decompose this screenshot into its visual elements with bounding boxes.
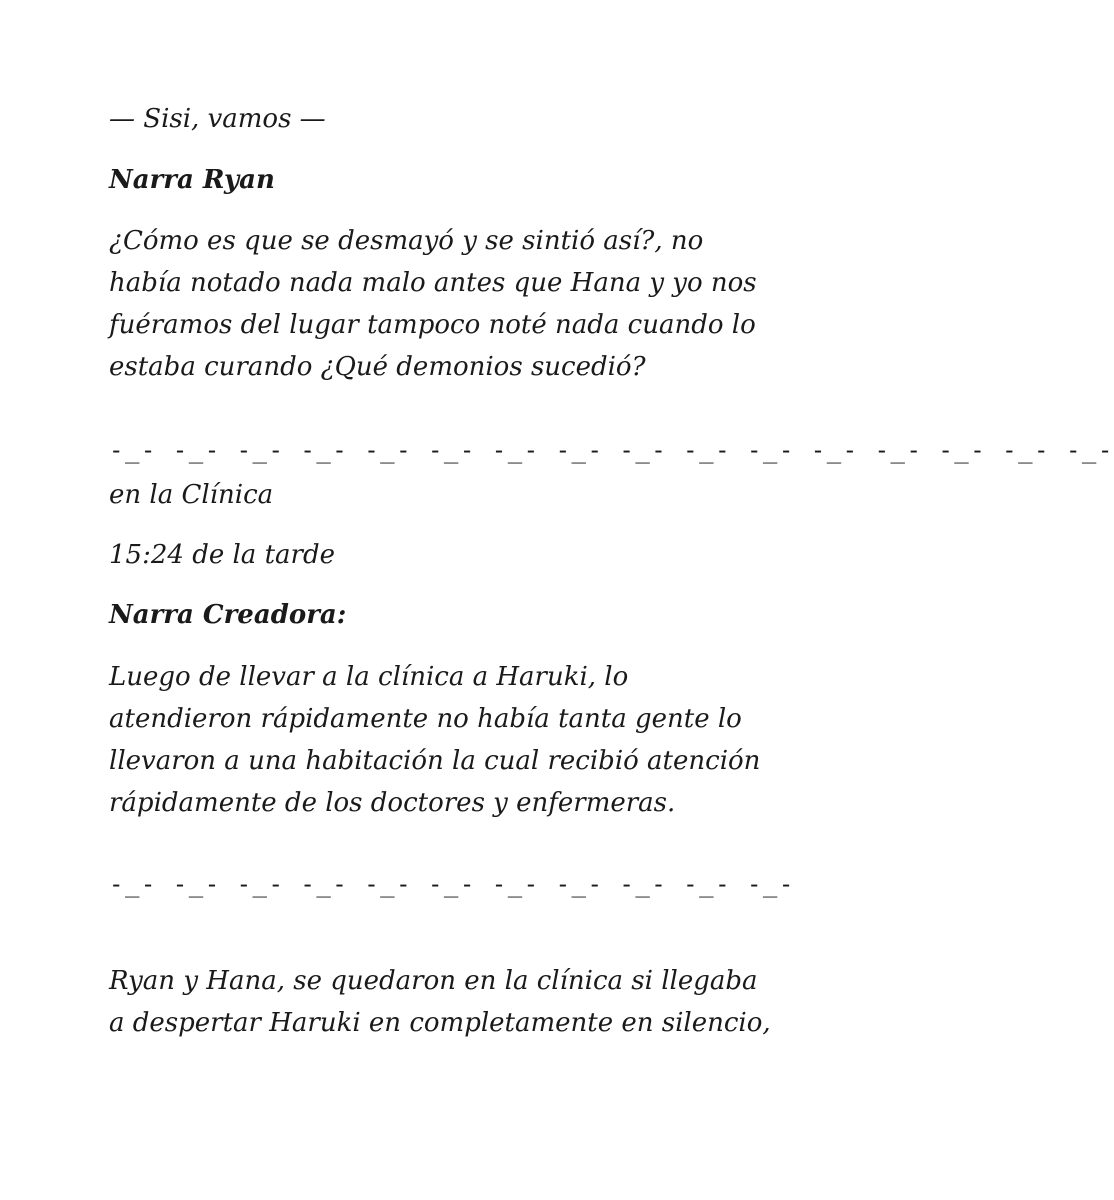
paragraph-line: ¿Cómo es que se desmayó y se sintió así?, no <box>109 226 704 256</box>
paragraph-line: había notado nada malo antes que Hana y yo nos <box>109 268 757 298</box>
paragraph-line: Luego de llevar a la clínica a Haruki, lo <box>109 662 629 692</box>
paragraph-line: atendieron rápidamente no había tanta gente lo <box>109 704 742 734</box>
paragraph-line: estaba curando ¿Qué demonios sucedió? <box>109 352 646 382</box>
time-label: 15:24 de la tarde <box>109 540 335 570</box>
paragraph-line: Ryan y Hana, se quedaron en la clínica si llegaba <box>109 966 758 996</box>
section-separator: -_- -_- -_- -_- -_- -_- -_- -_- -_- -_- -_- -_- -_- -_- -_- -_- <box>109 436 1114 464</box>
location-label: en la Clínica <box>109 480 274 510</box>
narrator-heading-creadora: Narra Creadora: <box>109 600 347 630</box>
paragraph-line: rápidamente de los doctores y enfermeras. <box>109 788 676 818</box>
narrator-heading-ryan: Narra Ryan <box>109 165 275 195</box>
dialogue-line: — Sisi, vamos — <box>109 104 326 134</box>
ryan-paragraph <box>109 220 799 388</box>
section-separator: -_- -_- -_- -_- -_- -_- -_- -_- -_- -_- -_- <box>109 870 795 898</box>
paragraph-line: llevaron a una habitación la cual recibió atención <box>109 746 761 776</box>
final-paragraph <box>109 960 799 1044</box>
creadora-paragraph <box>109 656 799 824</box>
paragraph-line: a despertar Haruki en completamente en silencio, <box>109 1008 771 1038</box>
paragraph-line: fuéramos del lugar tampoco noté nada cuando lo <box>109 310 756 340</box>
